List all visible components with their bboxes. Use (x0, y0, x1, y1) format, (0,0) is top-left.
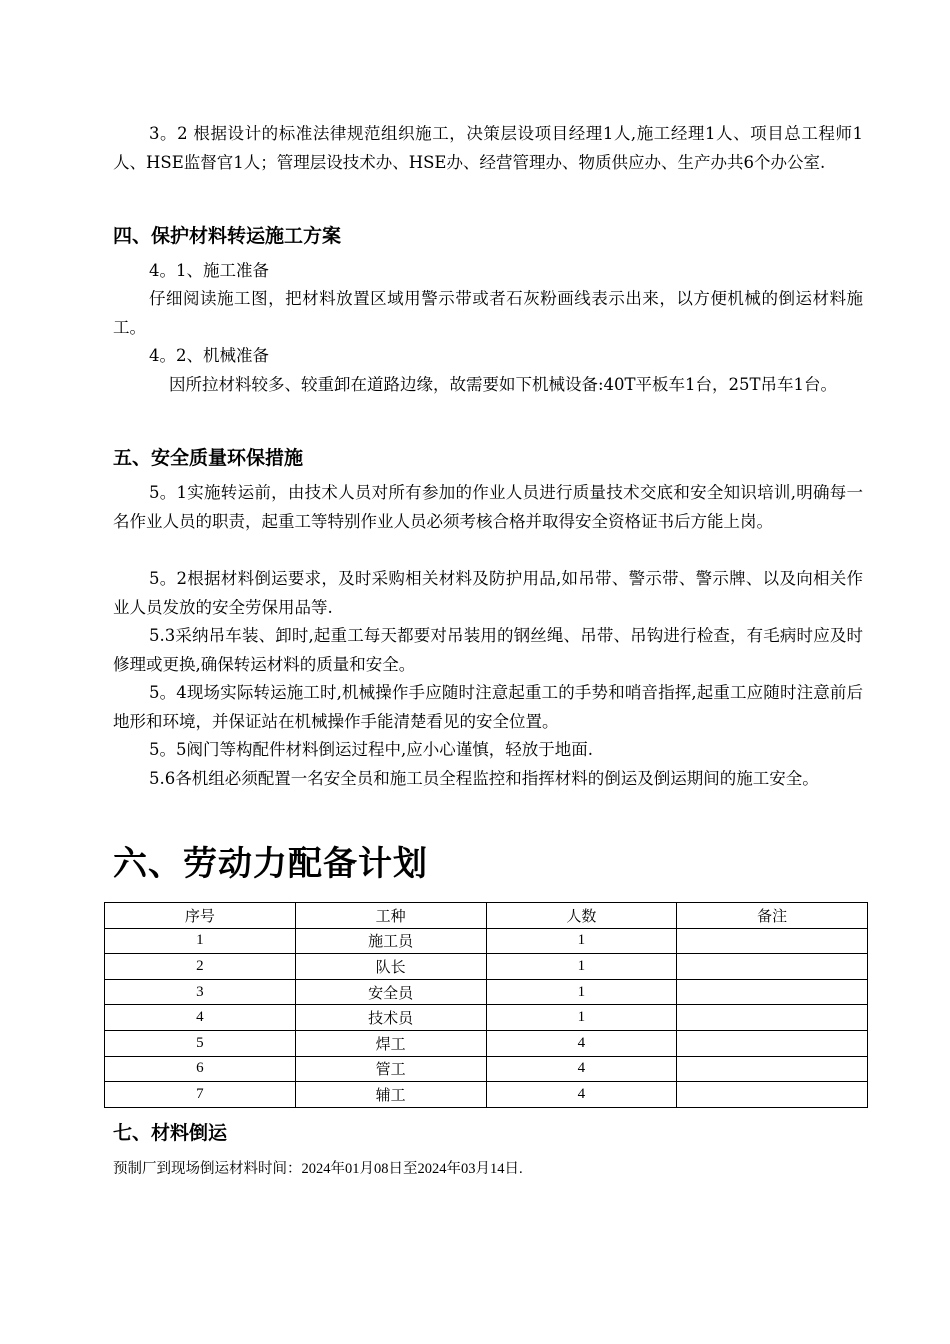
table-cell (677, 1030, 868, 1056)
table-cell: 6 (105, 1056, 296, 1082)
paragraph-3-2: 3。2 根据设计的标准法律规范组织施工，决策层设项目经理1人,施工经理1人、项目总工程师1人、HSE监督官1人；管理层设技术办、HSE办、经营管理办、物质供应办、生产办共6个办公室. (113, 124, 863, 172)
paragraph-4-1: 仔细阅读施工图，把材料放置区域用警示带或者石灰粉画线表示出来，以方便机械的倒运材料施工。 (113, 289, 863, 337)
table-cell: 7 (105, 1082, 296, 1108)
heading-section-4: 四、保护材料转运施工方案 (113, 225, 342, 247)
paragraph-5-5: 5。5阀门等构配件材料倒运过程中,应小心谨慎，轻放于地面. (149, 740, 593, 759)
table-cell (677, 1005, 868, 1031)
column-header: 人数 (486, 903, 677, 929)
heading-section-6: 六、劳动力配备计划 (113, 844, 428, 884)
heading-section-5: 五、安全质量环保措施 (113, 447, 304, 469)
table-cell (677, 928, 868, 954)
table-cell (677, 1056, 868, 1082)
table-cell: 1 (486, 928, 677, 954)
paragraph-5-4: 5。4现场实际转运施工时,机械操作手应随时注意起重工的手势和哨音指挥,起重工应随时注意前后地形和环境，并保证站在机械操作手能清楚看见的安全位置。 (113, 683, 863, 731)
table-row (105, 979, 868, 1005)
table-row (105, 1005, 868, 1031)
table-cell: 安全员 (295, 979, 486, 1005)
column-header: 备注 (677, 903, 868, 929)
labor-plan-table (104, 902, 868, 1108)
heading-section-7: 七、材料倒运 (113, 1122, 228, 1144)
subheading-4-2: 4。2、机械准备 (149, 346, 269, 365)
table-cell: 4 (486, 1030, 677, 1056)
table-cell (677, 1082, 868, 1108)
table-cell: 辅工 (295, 1082, 486, 1108)
table-cell: 5 (105, 1030, 296, 1056)
table-cell: 施工员 (295, 928, 486, 954)
table-row (105, 954, 868, 980)
table-cell: 队长 (295, 954, 486, 980)
table-row (105, 1056, 868, 1082)
table-cell: 1 (486, 1005, 677, 1031)
table-row (105, 928, 868, 954)
paragraph-4-2: 因所拉材料较多、较重卸在道路边缘，故需要如下机械设备:40T平板车1台，25T吊车1台。 (169, 375, 838, 394)
table-cell (677, 954, 868, 980)
paragraph-5-1: 5。1实施转运前，由技术人员对所有参加的作业人员进行质量技术交底和安全知识培训,明确每一名作业人员的职责，起重工等特别作业人员必须考核合格并取得安全资格证书后方能上岗。 (113, 483, 863, 531)
table-cell: 4 (486, 1056, 677, 1082)
paragraph-5-2: 5。2根据材料倒运要求，及时采购相关材料及防护用品,如吊带、警示带、警示牌、以及向相关作业人员发放的安全劳保用品等. (113, 569, 863, 617)
table-cell: 1 (486, 979, 677, 1005)
table-header-row (105, 903, 868, 929)
table-cell (677, 979, 868, 1005)
table-cell: 4 (486, 1082, 677, 1108)
table-cell: 技术员 (295, 1005, 486, 1031)
subheading-4-1: 4。1、施工准备 (149, 261, 269, 280)
table-cell: 4 (105, 1005, 296, 1031)
column-header: 工种 (295, 903, 486, 929)
material-transfer-period: 预制厂到现场倒运材料时间：2024年01月08日至2024年03月14日. (113, 1161, 523, 1177)
paragraph-5-6: 5.6各机组必须配置一名安全员和施工员全程监控和指挥材料的倒运及倒运期间的施工安全。 (149, 769, 819, 788)
table-cell: 1 (105, 928, 296, 954)
column-header: 序号 (105, 903, 296, 929)
table-cell: 1 (486, 954, 677, 980)
table-row (105, 1082, 868, 1108)
table-cell: 2 (105, 954, 296, 980)
table-cell: 管工 (295, 1056, 486, 1082)
table-cell: 3 (105, 979, 296, 1005)
paragraph-5-3: 5.3采纳吊车装、卸时,起重工每天都要对吊装用的钢丝绳、吊带、吊钩进行检查，有毛病时应及时修理或更换,确保转运材料的质量和安全。 (113, 626, 863, 674)
table-cell: 焊工 (295, 1030, 486, 1056)
table-row (105, 1030, 868, 1056)
